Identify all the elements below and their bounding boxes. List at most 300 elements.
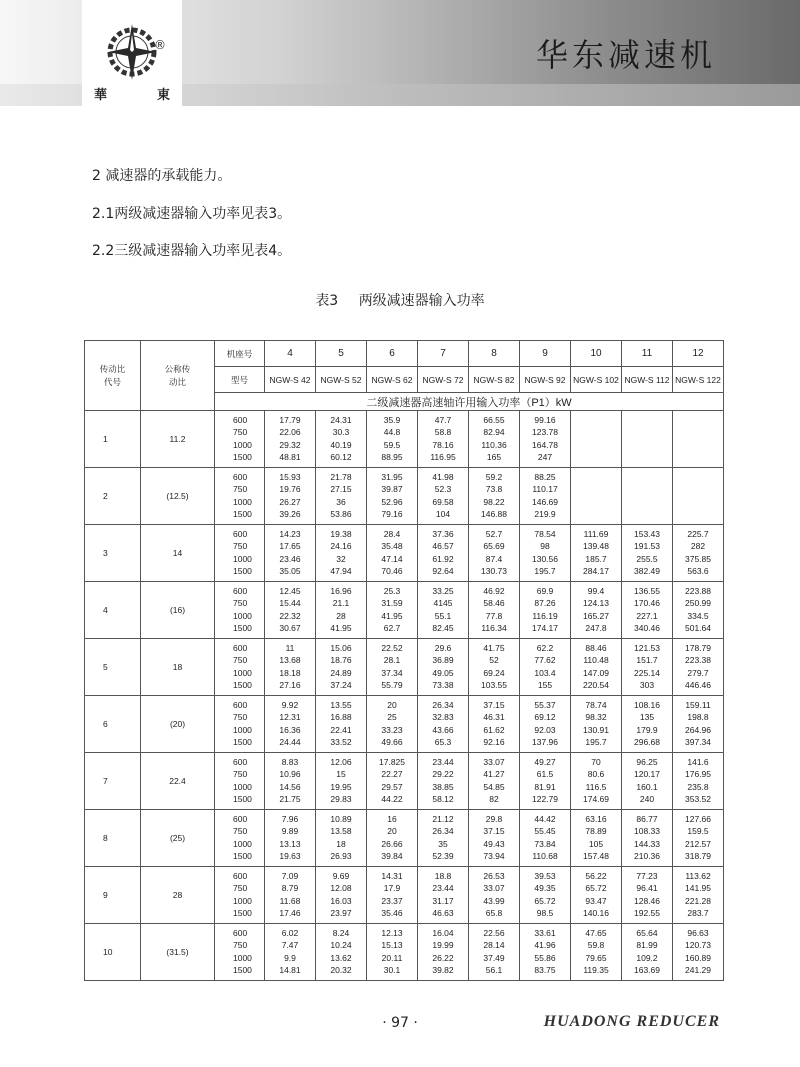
power-value: 160.89 [685, 952, 711, 963]
power-cell [418, 924, 469, 981]
power-cell [622, 468, 673, 525]
power-value: 303 [639, 679, 655, 690]
power-value: 22.06 [279, 427, 301, 438]
power-value: 62.7 [383, 622, 401, 633]
power-value: 33.25 [432, 586, 454, 596]
power-value: 30.1 [383, 964, 401, 975]
power-value: 116.5 [585, 781, 607, 792]
power-value: 247 [537, 451, 553, 462]
power-value: 52.3 [434, 484, 452, 495]
power-value: 151.7 [636, 655, 658, 666]
power-value: 37.15 [483, 700, 505, 710]
table-row [85, 924, 724, 981]
power-cell [520, 924, 571, 981]
power-value: 19.76 [279, 484, 301, 495]
power-value: 10.24 [330, 940, 352, 951]
power-value: 33.07 [483, 757, 505, 767]
power-value: 282 [690, 541, 706, 552]
power-value: 353.52 [685, 793, 711, 804]
power-value: 110.36 [481, 439, 507, 450]
power-value: 79.65 [585, 952, 607, 963]
power-value: 43.99 [483, 895, 505, 906]
power-value: 39.26 [279, 508, 301, 519]
power-value: 26.27 [279, 496, 301, 507]
power-cell [571, 582, 622, 639]
power-value: 69.9 [536, 586, 554, 596]
power-value: 59.5 [383, 439, 401, 450]
input-speeds [215, 525, 265, 582]
power-cell [367, 411, 418, 468]
power-cell [622, 411, 673, 468]
power-value: 96.63 [687, 928, 709, 938]
power-value: 340.46 [634, 622, 660, 633]
power-cell [418, 696, 469, 753]
power-value: 446.46 [685, 679, 711, 690]
power-value: 14.56 [279, 781, 301, 792]
power-cell [673, 639, 724, 696]
power-value: 212.57 [685, 838, 711, 849]
power-value: 78.16 [432, 439, 454, 450]
brand-title: 华东减速机 [535, 36, 716, 74]
power-value: 66.55 [483, 415, 505, 425]
frame-number: 4 [265, 341, 316, 367]
power-value: 52 [489, 655, 499, 666]
power-value: 28.14 [483, 940, 505, 951]
speed-value: 1000 [233, 439, 252, 450]
power-value: 92.64 [432, 565, 454, 576]
ratio-nominal: (25) [141, 810, 215, 867]
power-cell [571, 753, 622, 810]
power-value: 40.19 [330, 439, 352, 450]
power-value: 29.57 [381, 781, 403, 792]
power-value: 24.31 [330, 415, 352, 425]
power-value: 10.96 [279, 769, 301, 780]
power-value: 20.11 [381, 952, 403, 963]
power-value: 46.57 [432, 541, 454, 552]
power-value: 109.2 [636, 952, 658, 963]
power-cell [418, 411, 469, 468]
header-ratio-code: 传动比 代号 [85, 341, 141, 411]
frame-number: 12 [673, 341, 724, 367]
power-value: 12.08 [330, 883, 352, 894]
frame-number: 11 [622, 341, 673, 367]
power-value: 31.59 [381, 598, 403, 609]
power-cell [673, 582, 724, 639]
power-cell [520, 753, 571, 810]
power-table [84, 340, 724, 981]
power-cell [520, 696, 571, 753]
power-value: 15.93 [279, 472, 301, 482]
power-value: 13.68 [279, 655, 301, 666]
gear-star-icon [94, 22, 170, 84]
ratio-code: 7 [85, 753, 141, 810]
power-value: 41.27 [483, 769, 505, 780]
power-value: 225.14 [634, 667, 660, 678]
power-value: 73.8 [485, 484, 503, 495]
power-value: 49.66 [381, 736, 403, 747]
power-value: 8.79 [281, 883, 299, 894]
power-value: 37.34 [381, 667, 403, 678]
model-name: NGW-S 112 [622, 367, 673, 393]
power-value: 135 [639, 712, 655, 723]
power-value: 108.16 [634, 700, 660, 710]
power-cell [520, 810, 571, 867]
power-value: 28.4 [383, 529, 401, 539]
speed-value: 750 [233, 541, 248, 552]
power-value: 18.18 [279, 667, 301, 678]
speed-value: 750 [233, 598, 248, 609]
speed-value: 600 [233, 814, 248, 824]
power-value: 86.77 [636, 814, 658, 824]
power-cell [265, 582, 316, 639]
power-value: 110.17 [532, 484, 558, 495]
power-value: 82 [489, 793, 499, 804]
power-value: 58.8 [434, 427, 452, 438]
power-value: 78.74 [585, 700, 607, 710]
table-row [85, 810, 724, 867]
power-value: 39.53 [534, 871, 556, 881]
power-value: 52.39 [432, 850, 454, 861]
power-cell [265, 810, 316, 867]
power-cell [469, 468, 520, 525]
power-cell [469, 696, 520, 753]
power-value: 96.25 [636, 757, 658, 767]
speed-value: 600 [233, 700, 248, 710]
power-value: 159.5 [687, 826, 709, 837]
power-value: 23.44 [432, 757, 454, 767]
power-value: 92.03 [534, 724, 556, 735]
power-value: 220.54 [583, 679, 609, 690]
table-row [85, 753, 724, 810]
power-value: 78.54 [534, 529, 556, 539]
power-value: 127.66 [685, 814, 711, 824]
speed-value: 750 [233, 769, 248, 780]
power-value: 37.49 [483, 952, 505, 963]
ratio-code: 2 [85, 468, 141, 525]
ratio-nominal: 11.2 [141, 411, 215, 468]
power-value: 26.22 [432, 952, 454, 963]
ratio-code: 5 [85, 639, 141, 696]
power-value: 19.63 [279, 850, 301, 861]
power-value: 116.95 [430, 451, 456, 462]
power-value: 79.16 [381, 508, 403, 519]
power-value: 136.55 [634, 586, 660, 596]
power-value: 17.9 [383, 883, 401, 894]
power-value: 47.7 [434, 415, 452, 425]
power-value: 13.13 [279, 838, 301, 849]
power-value: 240 [639, 793, 655, 804]
power-cell [469, 639, 520, 696]
table-row [85, 639, 724, 696]
speed-value: 1000 [233, 895, 252, 906]
power-value: 382.49 [634, 565, 660, 576]
power-value: 221.28 [685, 895, 711, 906]
power-value: 12.13 [381, 928, 403, 938]
power-value: 103.4 [534, 667, 556, 678]
table-subtitle: 二级减速器高速轴许用输入功率（P1）kW [215, 393, 724, 411]
power-value: 30.67 [279, 622, 301, 633]
ratio-code: 3 [85, 525, 141, 582]
power-value: 35.46 [381, 907, 403, 918]
speed-value: 1500 [233, 451, 252, 462]
power-value: 7.96 [281, 814, 299, 824]
power-cell [265, 696, 316, 753]
power-value: 283.7 [687, 907, 709, 918]
power-value: 39.82 [432, 964, 454, 975]
power-value: 26.93 [330, 850, 352, 861]
power-cell [622, 810, 673, 867]
power-value: 223.88 [685, 586, 711, 596]
power-value: 33.07 [483, 883, 505, 894]
power-value: 99.4 [587, 586, 605, 596]
power-value: 33.52 [330, 736, 352, 747]
speed-value: 750 [233, 712, 248, 723]
power-cell [520, 639, 571, 696]
speed-value: 750 [233, 883, 248, 894]
power-value: 35 [438, 838, 448, 849]
header-ratio-nominal: 公称传 动比 [141, 341, 215, 411]
power-value: 104 [435, 508, 451, 519]
power-value: 49.05 [432, 667, 454, 678]
power-cell [316, 411, 367, 468]
power-value: 195.7 [585, 736, 607, 747]
power-cell [673, 753, 724, 810]
power-cell [316, 924, 367, 981]
power-value: 37.36 [432, 529, 454, 539]
power-value: 29.32 [279, 439, 301, 450]
speed-value: 1000 [233, 553, 252, 564]
power-value: 18.8 [434, 871, 452, 881]
speed-value: 750 [233, 826, 248, 837]
table-row [85, 582, 724, 639]
power-value: 92.16 [483, 736, 505, 747]
power-value: 81.99 [636, 940, 658, 951]
speed-value: 1500 [233, 679, 252, 690]
power-value: 9.9 [284, 952, 296, 963]
power-value: 163.69 [634, 964, 660, 975]
ratio-code: 8 [85, 810, 141, 867]
power-value: 52.7 [485, 529, 503, 539]
power-value: 23.44 [432, 883, 454, 894]
power-value: 15 [336, 769, 346, 780]
power-value: 21.78 [330, 472, 352, 482]
power-value: 59.8 [587, 940, 605, 951]
power-value: 65.69 [483, 541, 505, 552]
power-value: 16.88 [330, 712, 352, 723]
power-cell [571, 924, 622, 981]
power-value: 210.36 [634, 850, 660, 861]
power-value: 120.17 [634, 769, 660, 780]
speed-value: 600 [233, 472, 248, 482]
power-value: 29.6 [434, 643, 452, 653]
speed-value: 1000 [233, 952, 252, 963]
power-cell [367, 810, 418, 867]
power-value: 296.68 [634, 736, 660, 747]
power-value: 26.34 [432, 700, 454, 710]
frame-number: 5 [316, 341, 367, 367]
logo-char-left: 華 [94, 88, 108, 103]
power-value: 17.79 [279, 415, 301, 425]
ratio-code: 4 [85, 582, 141, 639]
power-cell [622, 639, 673, 696]
power-value: 10.89 [330, 814, 352, 824]
power-value: 22.52 [381, 643, 403, 653]
power-value: 21.12 [432, 814, 454, 824]
power-value: 284.17 [583, 565, 609, 576]
power-value: 20.32 [330, 964, 352, 975]
power-value: 17.825 [379, 757, 405, 767]
power-value: 46.92 [483, 586, 505, 596]
power-cell [316, 639, 367, 696]
power-value: 77.62 [534, 655, 556, 666]
paragraph-2: 2.1两级减速器输入功率见表3。 [92, 206, 292, 222]
model-name: NGW-S 72 [418, 367, 469, 393]
power-value: 83.75 [534, 964, 556, 975]
power-value: 69.12 [534, 712, 556, 723]
power-value: 16.04 [432, 928, 454, 938]
power-value: 77.23 [636, 871, 658, 881]
power-cell [571, 696, 622, 753]
power-value: 24.89 [330, 667, 352, 678]
power-value: 25.3 [383, 586, 401, 596]
power-cell [418, 753, 469, 810]
power-value: 191.53 [634, 541, 660, 552]
power-value: 22.41 [330, 724, 352, 735]
ratio-code: 10 [85, 924, 141, 981]
power-value: 49.27 [534, 757, 556, 767]
power-value: 55.86 [534, 952, 556, 963]
table-number: 表3 [315, 293, 339, 309]
power-value: 98 [540, 541, 550, 552]
power-value: 61.5 [536, 769, 554, 780]
power-value: 58.12 [432, 793, 454, 804]
power-value: 38.85 [432, 781, 454, 792]
power-value: 41.96 [534, 940, 556, 951]
model-name: NGW-S 42 [265, 367, 316, 393]
power-value: 53.86 [330, 508, 352, 519]
power-cell [469, 924, 520, 981]
power-cell [520, 582, 571, 639]
power-value: 12.45 [279, 586, 301, 596]
power-value: 77.8 [485, 610, 503, 621]
power-value: 9.92 [281, 700, 299, 710]
power-value: 36.89 [432, 655, 454, 666]
power-value: 122.79 [532, 793, 558, 804]
paragraph-1: 2 减速器的承载能力。 [92, 168, 232, 184]
power-cell [622, 696, 673, 753]
table-row [85, 525, 724, 582]
power-value: 49.35 [534, 883, 556, 894]
power-value: 55.37 [534, 700, 556, 710]
power-cell [367, 639, 418, 696]
power-value: 41.95 [330, 622, 352, 633]
input-speeds [215, 582, 265, 639]
power-value: 11 [285, 643, 295, 653]
power-value: 110.68 [532, 850, 558, 861]
header-frame-label: 机座号 [215, 341, 265, 367]
power-cell [418, 582, 469, 639]
model-name: NGW-S 92 [520, 367, 571, 393]
power-value: 58.46 [483, 598, 505, 609]
power-value: 22.56 [483, 928, 505, 938]
power-value: 192.55 [634, 907, 660, 918]
power-cell [520, 468, 571, 525]
model-name: NGW-S 82 [469, 367, 520, 393]
power-value: 23.97 [330, 907, 352, 918]
power-value: 178.79 [685, 643, 711, 653]
power-value: 52.96 [381, 496, 403, 507]
paragraph-3: 2.2三级减速器输入功率见表4。 [92, 243, 292, 259]
ratio-code: 9 [85, 867, 141, 924]
power-value: 116.34 [481, 622, 507, 633]
frame-number: 7 [418, 341, 469, 367]
power-cell [622, 924, 673, 981]
power-cell [316, 867, 367, 924]
power-value: 16.03 [330, 895, 352, 906]
power-value: 179.9 [636, 724, 658, 735]
power-value: 23.37 [381, 895, 403, 906]
power-cell [622, 525, 673, 582]
power-value: 41.98 [432, 472, 454, 482]
power-value: 80.6 [587, 769, 605, 780]
power-value: 55.45 [534, 826, 556, 837]
power-value: 37.15 [483, 826, 505, 837]
power-cell [469, 810, 520, 867]
power-value: 65.3 [434, 736, 452, 747]
power-cell [367, 696, 418, 753]
power-value: 111.69 [583, 529, 609, 539]
power-value: 159.11 [685, 700, 711, 710]
power-value: 65.72 [585, 883, 607, 894]
power-value: 30.3 [332, 427, 350, 438]
power-value: 15.06 [330, 643, 352, 653]
power-value: 98.5 [536, 907, 554, 918]
power-value: 55.79 [381, 679, 403, 690]
power-value: 98.22 [483, 496, 505, 507]
power-value: 41.95 [381, 610, 403, 621]
ratio-nominal: (16) [141, 582, 215, 639]
power-value: 73.84 [534, 838, 556, 849]
speed-value: 1000 [233, 838, 252, 849]
speed-value: 600 [233, 643, 248, 653]
power-value: 123.78 [532, 427, 558, 438]
table-row [85, 468, 724, 525]
power-value: 501.64 [685, 622, 711, 633]
power-value: 141.95 [685, 883, 711, 894]
power-value: 22.27 [381, 769, 403, 780]
ratio-nominal: 22.4 [141, 753, 215, 810]
speed-value: 1000 [233, 724, 252, 735]
power-value: 28.1 [383, 655, 401, 666]
power-cell [520, 525, 571, 582]
power-cell [418, 525, 469, 582]
power-value: 225.7 [687, 529, 709, 539]
power-value: 264.96 [685, 724, 711, 735]
ratio-nominal: 14 [141, 525, 215, 582]
company-logo [82, 0, 182, 106]
power-value: 14.81 [279, 964, 301, 975]
ratio-nominal: (12.5) [141, 468, 215, 525]
power-value: 87.26 [534, 598, 556, 609]
power-value: 375.85 [685, 553, 711, 564]
speed-value: 1500 [233, 565, 252, 576]
power-cell [469, 525, 520, 582]
power-value: 227.1 [636, 610, 658, 621]
power-cell [622, 582, 673, 639]
input-speeds [215, 411, 265, 468]
power-value: 65.64 [636, 928, 658, 938]
power-value: 78.89 [585, 826, 607, 837]
